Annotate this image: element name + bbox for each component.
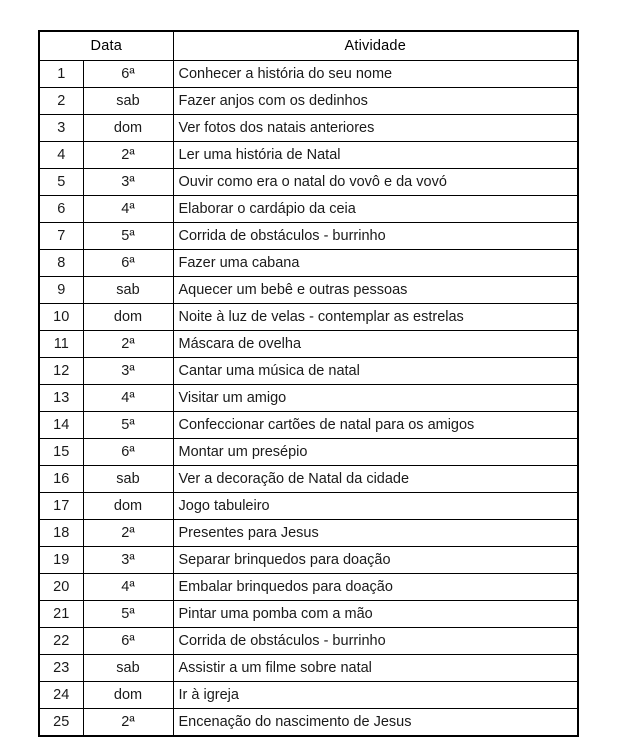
cell-activity: Aquecer um bebê e outras pessoas — [173, 277, 578, 304]
table-body — [39, 61, 578, 737]
cell-day-number: 13 — [39, 385, 83, 412]
cell-weekday: 3ª — [83, 358, 173, 385]
cell-day-number: 23 — [39, 655, 83, 682]
cell-day-number: 6 — [39, 196, 83, 223]
cell-day-number: 25 — [39, 709, 83, 737]
cell-day-number: 20 — [39, 574, 83, 601]
cell-weekday: dom — [83, 493, 173, 520]
cell-activity: Presentes para Jesus — [173, 520, 578, 547]
table-row — [39, 466, 578, 493]
cell-day-number: 18 — [39, 520, 83, 547]
table-header — [39, 31, 578, 61]
table-row — [39, 304, 578, 331]
table-row — [39, 655, 578, 682]
cell-activity: Pintar uma pomba com a mão — [173, 601, 578, 628]
cell-day-number: 4 — [39, 142, 83, 169]
cell-day-number: 1 — [39, 61, 83, 88]
cell-day-number: 7 — [39, 223, 83, 250]
cell-activity: Fazer uma cabana — [173, 250, 578, 277]
table-row — [39, 277, 578, 304]
cell-day-number: 5 — [39, 169, 83, 196]
cell-day-number: 15 — [39, 439, 83, 466]
cell-activity: Jogo tabuleiro — [173, 493, 578, 520]
table-row — [39, 574, 578, 601]
cell-activity: Noite à luz de velas - contemplar as estrelas — [173, 304, 578, 331]
cell-weekday: 2ª — [83, 520, 173, 547]
table-row — [39, 250, 578, 277]
cell-weekday: 2ª — [83, 331, 173, 358]
cell-activity: Embalar brinquedos para doação — [173, 574, 578, 601]
cell-weekday: 3ª — [83, 547, 173, 574]
table-row — [39, 520, 578, 547]
table-row — [39, 61, 578, 88]
cell-activity: Ouvir como era o natal do vovô e da vovó — [173, 169, 578, 196]
cell-weekday: dom — [83, 682, 173, 709]
cell-day-number: 19 — [39, 547, 83, 574]
table-row — [39, 88, 578, 115]
cell-activity: Corrida de obstáculos - burrinho — [173, 223, 578, 250]
column-header-data: Data — [39, 31, 173, 61]
cell-activity: Cantar uma música de natal — [173, 358, 578, 385]
column-header-atividade: Atividade — [173, 31, 578, 61]
cell-weekday: 6ª — [83, 250, 173, 277]
table-row — [39, 628, 578, 655]
table-row — [39, 682, 578, 709]
cell-weekday: 6ª — [83, 628, 173, 655]
cell-day-number: 21 — [39, 601, 83, 628]
cell-weekday: dom — [83, 115, 173, 142]
cell-weekday: 5ª — [83, 412, 173, 439]
cell-weekday: sab — [83, 88, 173, 115]
cell-weekday: 4ª — [83, 574, 173, 601]
cell-activity: Ver fotos dos natais anteriores — [173, 115, 578, 142]
cell-day-number: 17 — [39, 493, 83, 520]
cell-weekday: 5ª — [83, 223, 173, 250]
table-row — [39, 601, 578, 628]
cell-activity: Montar um presépio — [173, 439, 578, 466]
cell-activity: Corrida de obstáculos - burrinho — [173, 628, 578, 655]
cell-activity: Confeccionar cartões de natal para os amigos — [173, 412, 578, 439]
cell-day-number: 12 — [39, 358, 83, 385]
header-row — [39, 31, 578, 61]
table-row — [39, 169, 578, 196]
cell-weekday: sab — [83, 466, 173, 493]
cell-activity: Fazer anjos com os dedinhos — [173, 88, 578, 115]
cell-weekday: sab — [83, 277, 173, 304]
cell-day-number: 24 — [39, 682, 83, 709]
table-row — [39, 142, 578, 169]
cell-day-number: 16 — [39, 466, 83, 493]
table-row — [39, 439, 578, 466]
cell-weekday: 2ª — [83, 142, 173, 169]
cell-day-number: 11 — [39, 331, 83, 358]
cell-activity: Ver a decoração de Natal da cidade — [173, 466, 578, 493]
cell-weekday: 4ª — [83, 196, 173, 223]
cell-day-number: 10 — [39, 304, 83, 331]
table-row — [39, 196, 578, 223]
cell-activity: Conhecer a história do seu nome — [173, 61, 578, 88]
table-row — [39, 331, 578, 358]
cell-weekday: 5ª — [83, 601, 173, 628]
cell-activity: Elaborar o cardápio da ceia — [173, 196, 578, 223]
cell-activity: Assistir a um filme sobre natal — [173, 655, 578, 682]
cell-day-number: 8 — [39, 250, 83, 277]
cell-day-number: 14 — [39, 412, 83, 439]
cell-day-number: 2 — [39, 88, 83, 115]
cell-activity: Máscara de ovelha — [173, 331, 578, 358]
table-row — [39, 223, 578, 250]
table-row — [39, 709, 578, 737]
cell-weekday: sab — [83, 655, 173, 682]
cell-weekday: 6ª — [83, 61, 173, 88]
cell-activity: Ir à igreja — [173, 682, 578, 709]
table-row — [39, 493, 578, 520]
table-row — [39, 547, 578, 574]
cell-day-number: 9 — [39, 277, 83, 304]
cell-activity: Ler uma história de Natal — [173, 142, 578, 169]
table-row — [39, 412, 578, 439]
cell-day-number: 22 — [39, 628, 83, 655]
cell-weekday: 2ª — [83, 709, 173, 737]
table-row — [39, 115, 578, 142]
activity-table — [38, 30, 579, 737]
cell-day-number: 3 — [39, 115, 83, 142]
table-row — [39, 358, 578, 385]
cell-weekday: 4ª — [83, 385, 173, 412]
table-row — [39, 385, 578, 412]
cell-activity: Encenação do nascimento de Jesus — [173, 709, 578, 737]
activity-table-container — [38, 30, 577, 737]
cell-weekday: 3ª — [83, 169, 173, 196]
cell-activity: Separar brinquedos para doação — [173, 547, 578, 574]
cell-weekday: dom — [83, 304, 173, 331]
cell-activity: Visitar um amigo — [173, 385, 578, 412]
cell-weekday: 6ª — [83, 439, 173, 466]
